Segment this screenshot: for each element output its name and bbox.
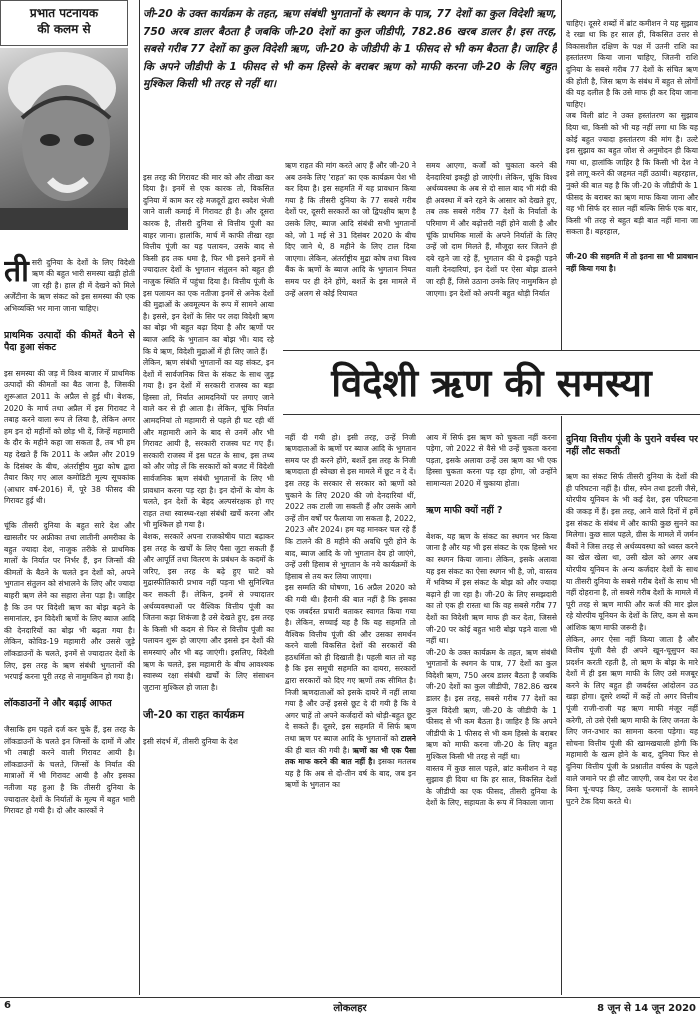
paragraph: इस तरह की गिरावट की मार को और तीखा कर दिया है। इनमें से एक कारक तो, विकसित दुनिया में काम कर रहे मजदूरों द्वारा स्वदेश भेजी जाने वाली कमाई में गिरावट ही है। और दूसरा कारक है, तीसरी दुनिया से वित्तीय पूंजी का बाहर जाना। हालांकि, मार्च में काफी तीखा रहा वित्तीय पूंजी का यह पलायन, उसके बाद से किसी हद तक थमा है, फिर भी इसने इनमें से ज्यादातर देशों के भुगतान संतुलन को बहुत ही नाजुक स्थिति में पहुंचा दिया है। वित्तीय पूंजी के इस पलायन का एक नतीजा इनमें से अनेक देशों की मुद्राओं के अवमूल्यन के रूप में सामने आया है। इससे, इन देशों के सिर पर लदा विदेशी ऋण का बोझ भी बहुत बढ़ा दिया है और ऋणों पर ब्याज आदि के भुगतान का बोझ भी। याद रहे कि ये ऋण, विदेशी मुद्राओं में ही लिए जाते हैं। लेकिन, ऋण संबंधी भुगतानों का यह संकट, इन देशों में सार्वजनिक वित्त के संकट के साथ जुड़ गया है। इन देशों में सरकारी राजस्व का बड़ा हिस्सा तो, निर्यात आमदनियों पर लगाए जाने वाले कर से ही आता है। लेकिन, चूंकि निर्यात आमदनियां तो महामारी से पहले ही घट रही थीं और महामारी आने के बाद से उनमें और भी गिरावट आयी है, सरकारी राजस्व घट गए हैं। सरकारी राजस्व में इस घटत के साथ, इस तथ्य को और जोड़ लें कि सरकारों को बजट में विदेशी सार्वजनिक ऋण संबंधी भुगतानों के लिए भी प्रावधान करना पड़ रहा है। इन दोनों के योग के चलते, इन देशों के बेहद अल्पसंरक्षक हो गए राहत तथा स्वास्थ्य-रक्षा संबंधी खर्चे करना और भी मुश्किल हो गया है। बेशक, सरकारें अपना राजकोषीय घाटा बढ़ाकर इस तरह के खर्चों के लिए पैसा जुटा सकती हैं और आपूर्ति तथा वितरण के प्रबंधन के कदमों के जरिए, इस तरह के बढ़े हुए घाटे को मुद्रास्फीतिकारी प्रभाव नहीं पड़ना भी सुनिश्चित कर सकती हैं। लेकिन, इनमें से ज्यादातर अर्थव्यवस्थाओं पर वैश्विक वित्तीय पूंजी का जितना कड़ा शिकंजा है उसे देखते हुए, इस तरह के किसी भी कदम से फिर से वित्तीय पूंजी का पलायन शुरू हो जाएगा और इससे इन देशों की समस्याएं और भी बढ़ जाएंगी। इसलिए, विदेशी ऋण के चलते, इस महामारी के बीच आवश्यक स्वास्थ्य रक्षा संबंधी खर्चों के लिए संसाधन जुटाना मुश्किल हो जाता है। <box>143 172 274 692</box>
lead-quote: जी-20 के उक्त कार्यक्रम के तहत, ऋण संबंधी भुगतानों के स्थगन के पात्र, 77 देशों का कुल विदेशी ऋण, 750 अरब डालर बैठता है जबकि जी-20 देशों का कुल जीडीपी, 782.86 खरब डालर है। इस तरह, सबसे गरीब 77 देशों का कुल विदेशी ऋण, जी-20 के जीडीपी के 1 फीसद से भी कम बैठता है। जाहिर है कि अपने जीडीपी के 1 फीसद से भी कम हिस्से के बराबर ऋण को माफी करना जी-20 के लिए बहुत मुश्किल किसी भी तरह से नहीं था। <box>143 8 557 91</box>
subheading-finance-capital: दुनिया वित्तीय पूंजी के पुराने वर्चस्व पर नहीं लौट सकती <box>566 433 698 457</box>
column-2 <box>143 160 274 995</box>
column-5-bottom <box>566 420 698 995</box>
intro-paragraph: तीसरी दुनिया के देशों के लिए विदेशी ऋण की बहुत भारी समस्या खड़ी होती जा रही है। हाल ही में देखने को मिले अर्जेंटीना के ऋण संकट को इस समस्या की एक अभिव्यक्ति भर माना जाना चाहिए। <box>4 253 135 313</box>
paragraph: ऋण का संकट सिर्फ तीसरी दुनिया के देशों की ही परिघटना नहीं है। ग्रीस, स्पेन तथा इटली जैसे, योरपीय यूनियन के भी कई देश, इस परिघटना की जकड़ में हैं। इस तरह, आने वाले दिनों में हमें इस संकट के संबंध में और काफी कुछ सुनने का मिलेगा। कुछ साल पहले, ग्रीस के मामले में जर्मन बैंकों ने जिस तरह से अर्थव्यवस्था को ध्वस्त करने का खेल खेला था, उसी खेल को अगर अब योरपीय यूनियन के अन्य कर्जदार देशों के साथ या तीसरी दुनिया के सबसे गरीब देशों के साथ भी नहीं दोहराना है, तो सबसे गरीब देशों के मामले में पूरी तरह से ऋण माफी और कर्ज की मार झेल रहे योरपीय यूनियन के देशों के लिए, कम से कम आंशिक ऋण माफी जरूरी है। लेकिन, अगर ऐसा नहीं किया जाता है और वित्तीय पूंजी वैसे ही अपने खून-चूसुपन का प्रदर्शन करती रहती है, तो ऋण के बोझ के मारे देशों में ही इस ऋण माफी के लिए उसे मजबूर करने के लिए बहुत ही जबर्दस्त आंदोलन उठ खड़ा होगा। दूसरे शब्दों में कहें तो अगर वित्तीय पूंजी राजी-राजी यह ऋण माफी मंजूर नहीं करेगी, तो उसे ऐसी ऋण माफी के लिए जनता के लिए जन-उभार का सामना करना पड़ेगा। यह सोचना वित्तीय पूंजी की खामखयाली होगी कि महामारी के खत्म होने के बाद, दुनिया फिर से दुनिया वित्तीय पूंजी के प्रश्नातीत वर्चस्व के पहले वाले जमाने पर ही लौट जाएगी, जब देश पर देश बिना चूं-चपड़ किए, उसके फरमानों के सामने घुटने टेक दिया करते थे। <box>566 472 698 806</box>
footer-rule <box>0 997 700 998</box>
subheading-g20-relief: जी-20 का राहत कार्यक्रम <box>143 708 245 721</box>
column-4-bottom <box>426 420 557 995</box>
column-5-top <box>566 6 698 346</box>
author-photo <box>0 48 128 230</box>
subheading-lockdowns: लॉकडाउनों ने और बढ़ाई आफत <box>4 698 112 710</box>
paragraph: नहीं दी गयी हो। इसी तरह, उन्हें निजी ऋणदाताओं के ऋणों पर ब्याज आदि के भुगतान समय पर ही करने होंगे, बशर्ते इस तरह के निजी ऋणदाता ही स्वेच्छा से इस मामले में छूट न दे दें। इस तरह के सरकार से सरकार को ऋणों को चुकाने के लिए 2020 की जो देनदारियां थीं, 2022 तक टाली जा सकती हैं और उसके आगे उन्हें तीन वर्षों पर फैलाया जा सकता है, 2022, 2023 और 2024। हम यह मानकर चल रहे हैं कि टालने की 8 महीने की अवधि पूरी होने के बाद, ब्याज आदि के जो भुगतान देय हो जाएंगे, उन्हें उसी हिसाब से भुगतान के नये कार्यक्रमों के हिसाब से तय कर लिया जाएगा। इस सम्मति की घोषणा, 16 अप्रैल 2020 को की गयी थी। हैरानी की बात नहीं है कि इसका एक जबर्दस्त प्रचारी बताकर स्वागत किया गया है। लेकिन, सच्चाई यह है कि यह सहमति तो वैश्विक वित्तीय पूंजी की और उसका समर्थन करने वाली विकसित देशों की सरकारों की हठधर्मिता को ही दिखाती है। पहली बात तो यह है कि इस समूची सहमति का दायरा, सरकारों द्वारा सरकारों को दिए गए ऋणों तक सीमित है। निजी ऋणदाताओं को इसके दायरे में नहीं लाया गया है और उन्हें इससे छूट दे दी गयी है कि वे अगर चाहें तो अपने कर्जदारों को थोड़ी-बहुत छूट दे सकते हैं। दूसरे, इस सहमति में सिर्फ ऋण तथा ऋण पर ब्याज आदि के भुगतानों को टालने की ही बात की गयी है। ऋणों का भी एक पैसा तक माफ करने की बात नहीं है। इसका मतलब यह है कि अब से दो-तीन वर्ष के बाद, जब इन ऋणों के भुगतान का <box>285 432 416 790</box>
paragraph: चाहिए। दूसरे शब्दों में ब्रांट कमीशन ने यह सुझाव दे रखा था कि हर साल ही, विकसित उत्तर से विकासशील दक्षिण के पक्ष में उतनी राशि का हस्तांतरण किया जाना चाहिए, जितनी राशि दुनिया के सबसे गरीब 77 देशों के संचित ऋण की होती है, जिस ऋण के संबंध में बहुत से लोगों की यह दलील है कि उसे माफ ही कर दिया जाना चाहिए। जब विली ब्रांट ने उक्त हस्तांतरण का सुझाव दिया था, किसी को भी यह नहीं लगा था कि यह कोई बहुत ज्यादा हस्तांतरण की मांग है। उल्टे इस सुझाव का बहुत जोश से अनुमोदन ही किया गया था, हालांकि जाहिर है कि किसी भी देश ने इसे लागू करने की जहमत नहीं उठायी। बहरहाल, नुक्ते की बात यह है कि जी-20 के जीडीपी के 1 फीसद के बराबर का ऋण माफ किया जाना और वह भी सिर्फ दर साल नहीं बल्कि सिर्फ एक बार, किसी भी तरह से बहुत बड़ी बात नहीं माना जा सकता है। बहरहाल, <box>566 18 698 237</box>
column-4-top: समय आएगा, कर्जों को चुकाता करने की देनदारियां इकट्ठी हो जाएंगी। लेकिन, चूंकि विश्व अर्थव्यवस्था के अब से दो साल बाद भी मंदी की ही अवस्था में बने रहने के आसार को देखते हुए, तब तक सबसे गरीब 77 देशों के निर्यातों के परिमाण में और बढ़ोत्तरी नहीं होने वाली है और चूंकि प्राथमिक मालों के अपने निर्यातों के लिए उन्हें जो दाम मिलते हैं, मौजूदा स्तर जितने ही दबे रहने जा रहे हैं, भुगतान की ये इकट्ठी पड़ने वाली देनदारियां, इन देशों पर ऐसा बोझ डालने जा रही हैं, जिसे उठाना उनके लिए नामुमकिन हो जाएगा। इन देशों को अपनी बहुत थोड़ी निर्यात <box>426 161 557 298</box>
byline-subtitle: की कलम से <box>37 22 91 36</box>
newspaper-name: लोकलहर <box>333 1003 367 1014</box>
page-number: 6 <box>4 1000 11 1011</box>
paragraph: चूंकि तीसरी दुनिया के बहुत सारे देश और खासतौर पर अफ्रीका तथा लातीनी अमरीका के बहुत ज्यादा देश, नाजुक तरीके से प्राथमिक मालों के निर्यात पर निर्भर हैं, इन जिन्सों की कीमतों के बैठने के चलते इन देशों को, अपने भुगतान संतुलन को संभालने के लिए और ज्यादा बाहरी ऋण लेने का सहारा लेना पड़ा है। जाहिर है कि उन पर विदेशी ऋण का बोझ बढ़ने के समानांतर, इन विदेशी ऋणों के लिए ब्याज आदि की देनदारियों का बोझ भी बढ़ता गया है। लेकिन, कोविड-19 महामारी और उससे जुड़े लॉकडाउनों के चलते, इनमें से ज्यादातर देशों के लिए, इस तरह के ऋण संबंधी भुगतानों की भरपाई करना पूरी तरह से नामुमकिन हो गया है। <box>4 521 135 682</box>
headline-rule-top <box>283 350 700 351</box>
paragraph: आय में सिर्फ इस ऋण को चुकता नहीं करना पड़ेगा, जो 2022 से वैसे भी उन्हें चुकता करना पड़ता, इसके अलावा उन्हें उस ऋण का भी एक हिस्सा चुकता करना पड़ रहा होगा, जो उन्होंने सामान्यतः 2020 में चुकाया होता। <box>426 432 557 488</box>
column-1 <box>4 245 135 995</box>
subheading-commodity-prices: प्राथमिक उत्पादों की कीमतें बैठने से पैदा हुआ संकट <box>4 330 135 354</box>
column-3-bottom <box>285 420 416 995</box>
column-3-top: ऋण राहत की मांग करते आए हैं और जी-20 ने अब उनके लिए 'राहत' का एक कार्यक्रम पेश भी कर दिया है। इस सहमति में यह प्रावधान किया गया है कि तीसरी दुनिया के 77 सबसे गरीब देशों पर, दूसरी सरकारों का जो द्विपक्षीय ऋण है उसके लिए, ब्याज आदि संबंधी सभी भुगतानों को, जो 1 मई से 31 दिसंबर 2020 के बीच दिए जाने थे, 8 महीने के लिए टाल दिया जाएगा। लेकिन, अंतर्राष्ट्रीय मुद्रा कोष तथा विश्व बैंक के ऋणों के ब्याज आदि के भुगतान नियत समय पर ही देने होंगे, बशर्ते के इस मामले में उन्हें अलग से कोई रियायत <box>285 161 416 298</box>
issue-date: 8 जून से 14 जून 2020 <box>597 1003 696 1014</box>
byline-box <box>0 0 128 46</box>
byline-name: प्रभात पटनायक <box>29 6 99 20</box>
bold-paragraph: जी-20 की सहमति में तो इतना सा भी प्रावधान नहीं किया गया है। <box>566 252 698 274</box>
subheading-debt-waiver: ऋण माफी क्यों नहीं ? <box>426 505 503 517</box>
main-headline: विदेशी ऋण की समस्या <box>331 360 652 405</box>
paragraph: इस समस्या की जड़ में विश्व बाजार में प्राथमिक उत्पादों की कीमतों का बैठ जाना है, जिसकी शुरूआत 2011 के अप्रैल से हुई थी। बेशक, 2020 के मार्च तथा अप्रैल में इस गिरावट ने तबाह करने वाला रूप ले लिया है, लेकिन अगर हम इन दो महीनों को छोड़ भी दें, जिन्हें महामारी के दौर के महीने कहा जा सकता है, तब भी हम यह देखते हैं कि 2011 के अप्रैल और 2019 के दिसंबर के बीच, अंतर्राष्ट्रीय मुद्रा कोष द्वारा तैयार किए गए आल कमोडिटी मूल्य सूचकांक (आधार वर्ष-2016) में, पूरे 38 फीसद की गिरावट हुई थी। <box>4 368 135 506</box>
column-divider <box>139 0 140 995</box>
column-divider <box>561 0 562 350</box>
paragraph: बेशक, यह ऋण के संकट का स्थगन भर किया जाना है और यह भी इस संकट के एक हिस्से भर का स्थगन किया जाना। लेकिन, इसके अलावा यह इस संकट का ऐसा स्थगन भी है, जो, वास्तव में भविष्य में इस संकट के बोझ को और ज्यादा बढ़ाने ही जा रहा है। जी-20 के लिए समझदारी का तो एक ही रास्ता था कि वह सबसे गरीब 77 देशों का विदेशी ऋण माफ ही कर देता, जिससे जी-20 पर कोई बहुत भारी बोझ पड़ने वाला भी नहीं था। जी-20 के उक्त कार्यक्रम के तहत, ऋण संबंधी भुगतानों के स्थगन के पात्र, 77 देशों का कुल विदेशी ऋण, 750 अरब डालर बैठता है जबकि जी-20 देशों का कुल जीडीपी, 782.86 खरब डालर है। इस तरह, सबसे गरीब 77 देशों का कुल विदेशी ऋण, जी-20 के जीडीपी के 1 फीसद से भी कम बैठता है। जाहिर है कि अपने जीडीपी के 1 फीसद से भी कम हिस्से के बराबर ऋण को माफी करना जी-20 के लिए बहुत मुश्किल किसी भी तरह से नहीं था। वास्तव में कुछ साल पहले, ब्रांट कमीशन ने यह सुझाव ही दिया था कि हर साल, विकसित देशों के जीडीपी का एक फीसद, तीसरी दुनिया के देशों के लिए, सहायता के रूप में निकाला जाना <box>426 531 557 808</box>
headline-rule-bottom <box>283 414 700 415</box>
paragraph: इसी संदर्भ में, तीसरी दुनिया के देश <box>143 736 238 746</box>
paragraph: जैसाकि हम पहले दर्ज कर चुके हैं, इस तरह के लॉकडाउनों के चलते इन जिन्सों के दामों में और भी तबाही करने वाली गिरावट आयी है। लॉकडाउनों के चलते, जिन्सों के निर्यात की मात्राओं में भी गिरावट आयी है और इसका नतीजा यह हुआ है कि तीसरी दुनिया के ज्यादातर देशों के निर्यातों के मूल्य में बहुत भारी गिरावट हो गयी है। दो और कारकों ने <box>4 724 135 816</box>
drop-cap: ती <box>4 253 29 289</box>
column-divider <box>561 416 562 995</box>
